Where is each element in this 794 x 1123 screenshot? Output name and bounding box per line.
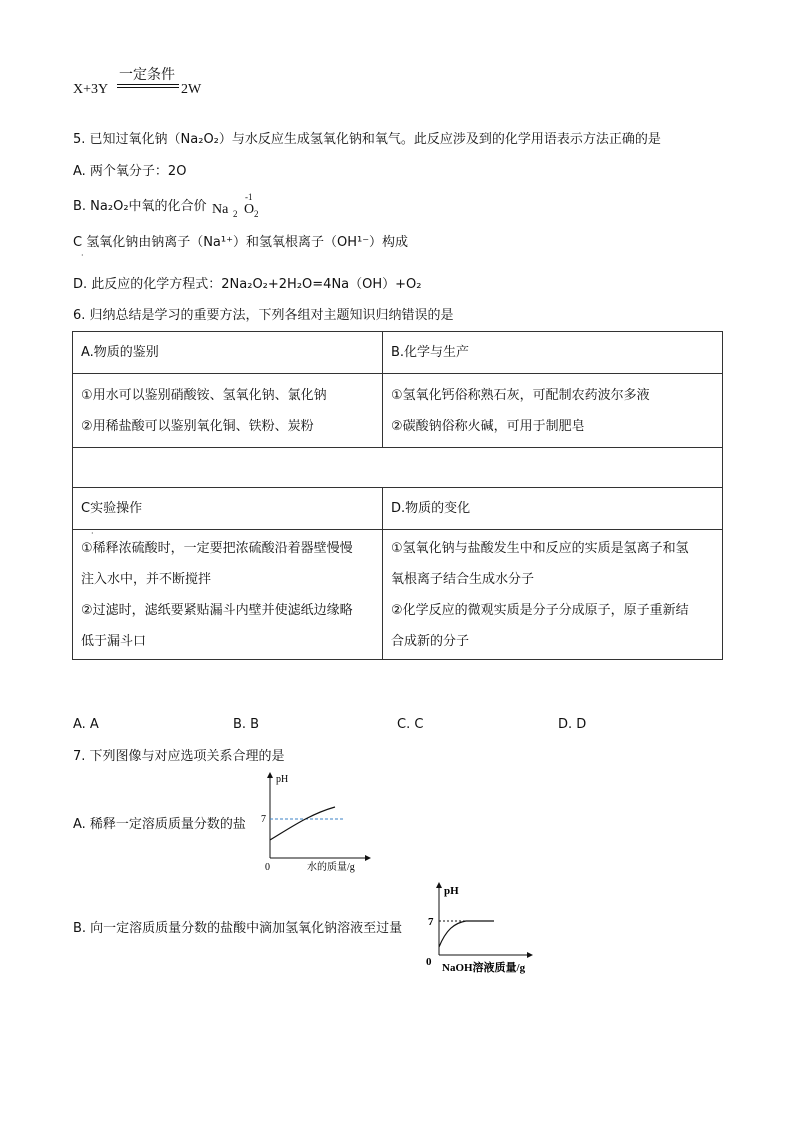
table-row <box>73 530 723 660</box>
graph-a-y-label: pH <box>276 774 289 785</box>
q5-stem: 5. 已知过氧化钠（Na₂O₂）与水反应生成氢氧化钠和氧气。此反应涉及到的化学用语表示方法正确的是 <box>73 132 661 147</box>
q5-option-c: C 氢氧化钠由钠离子（Na¹⁺）和氢氧根离子（OH¹⁻）构成 <box>73 235 409 250</box>
cell-a-title: A.物质的鉴别 <box>73 332 383 374</box>
list-item: ②过滤时，滤纸要紧贴漏斗内壁并使滤纸边缘略 <box>81 602 353 618</box>
graph-b-ref-label: 7 <box>428 916 434 928</box>
cell-a-items <box>73 374 383 448</box>
table-row-empty <box>73 448 723 488</box>
formula-na-sub: 2 <box>233 209 238 219</box>
table-row <box>73 332 723 374</box>
empty-cell <box>73 448 723 488</box>
equation-bar-top <box>117 84 179 85</box>
list-item: ②用稀盐酸可以鉴别氧化铜、铁粉、炭粉 <box>81 418 314 434</box>
list-item: ①用水可以鉴别硝酸铵、氢氧化钠、氯化钠 <box>81 387 327 403</box>
graph-a-curve <box>270 807 335 840</box>
reaction-equation <box>73 64 233 104</box>
graph-b-y-arrow <box>436 882 442 888</box>
list-item: 合成新的分子 <box>391 633 470 649</box>
equation-left: X+3Y <box>73 82 109 97</box>
list-item: ①氢氧化钙俗称熟石灰，可配制农药波尔多液 <box>391 387 650 403</box>
dot-mark: · <box>81 251 84 260</box>
list-item: ②碳酸钠俗称火碱，可用于制肥皂 <box>391 418 585 434</box>
formula-na: Na <box>212 202 229 217</box>
cell-b-title: B.化学与生产 <box>383 332 723 374</box>
q7-stem: 7. 下列图像与对应选项关系合理的是 <box>73 749 285 764</box>
cell-c-title-text: C实验操作 <box>81 501 143 516</box>
cell-c-title <box>73 488 383 538</box>
graph-b-x-label: NaOH溶液质量/g <box>442 962 526 974</box>
valence-formula <box>212 192 262 222</box>
formula-o-sub: 2 <box>254 209 259 219</box>
equation-bar-bottom <box>117 87 179 88</box>
cell-b-items <box>383 374 723 448</box>
table-row <box>73 488 723 530</box>
graph-a-x-label: 水的质量/g <box>307 862 355 873</box>
cell-c-items <box>73 530 383 660</box>
q7-option-a: A. 稀释一定溶质质量分数的盐 <box>73 817 246 832</box>
graph-b-curve <box>439 921 494 947</box>
list-item: 氧根离子结合生成水分子 <box>391 571 535 587</box>
q5-option-d: D. 此反应的化学方程式：2Na₂O₂+2H₂O=4Na（OH）+O₂ <box>73 277 422 292</box>
q6-stem: 6. 归纳总结是学习的重要方法，下列各组对主题知识归纳错误的是 <box>73 308 454 323</box>
graph-b-x-arrow <box>527 952 533 958</box>
graph-a-origin: 0 <box>265 862 270 873</box>
graph-b-y-label: pH <box>444 885 459 897</box>
cell-d-items <box>383 530 723 660</box>
q5-option-b <box>73 198 207 216</box>
equation-condition: 一定条件 <box>119 67 175 83</box>
graph-a-y-arrow <box>267 772 273 778</box>
list-item: ①氢氧化钠与盐酸发生中和反应的实质是氢离子和氢 <box>391 540 689 556</box>
graph-b <box>422 880 562 980</box>
list-item: 注入水中，并不断搅拌 <box>81 571 212 587</box>
list-item: ①稀释浓硫酸时，一定要把浓硫酸沿着器壁慢慢 <box>81 540 353 556</box>
q7-option-b: B. 向一定溶质质量分数的盐酸中滴加氢氧化钠溶液至过量 <box>73 921 403 936</box>
knowledge-table <box>72 331 723 660</box>
list-item: 低于漏斗口 <box>81 633 147 649</box>
graph-a <box>255 770 375 875</box>
table-row <box>73 374 723 448</box>
graph-b-origin: 0 <box>426 956 432 968</box>
formula-o: O <box>244 202 255 217</box>
graph-a-ref-label: 7 <box>261 814 266 825</box>
equation-right: 2W <box>181 82 202 97</box>
q6-option-b: B. B <box>233 717 260 732</box>
q6-option-c: C. C <box>397 717 424 732</box>
dot-mark: · <box>91 529 94 538</box>
graph-a-x-arrow <box>365 855 371 861</box>
q6-option-a: A. A <box>73 717 99 732</box>
cell-d-title: D.物质的变化 <box>383 488 723 530</box>
q5-option-a: A. 两个氧分子：2O <box>73 164 187 179</box>
list-item: ②化学反应的微观实质是分子分成原子，原子重新结 <box>391 602 689 618</box>
q5-option-b-text: B. Na₂O₂中氧的化合价 <box>73 199 207 214</box>
valence-mark: -1 <box>245 192 253 202</box>
q6-option-d: D. D <box>558 717 587 732</box>
